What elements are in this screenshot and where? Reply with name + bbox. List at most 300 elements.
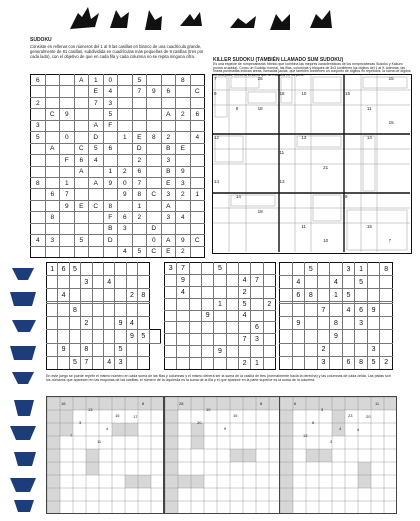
grid-cell[interactable] — [69, 276, 80, 289]
grid-cell[interactable]: 9 — [176, 235, 191, 246]
grid-cell[interactable] — [263, 346, 275, 358]
grid-cell[interactable]: 3 — [31, 120, 46, 131]
grid-cell[interactable] — [45, 177, 60, 188]
grid-cell[interactable]: C — [190, 86, 205, 97]
grid-cell[interactable] — [147, 177, 162, 188]
grid-cell[interactable] — [118, 120, 133, 131]
grid-cell[interactable] — [226, 298, 238, 310]
grid-cell[interactable] — [132, 109, 147, 120]
grid-cell[interactable]: 4 — [58, 289, 69, 302]
grid-cell[interactable] — [190, 75, 205, 86]
grid-cell[interactable]: 4 — [118, 246, 133, 257]
grid-cell[interactable] — [190, 97, 205, 108]
grid-cell[interactable]: 1 — [118, 132, 133, 143]
grid-cell[interactable] — [165, 274, 177, 286]
grid-cell[interactable]: 2 — [132, 212, 147, 223]
grid-cell[interactable] — [177, 298, 189, 310]
grid-cell[interactable] — [115, 289, 126, 302]
grid-cell[interactable] — [147, 200, 162, 211]
grid-cell[interactable] — [138, 317, 149, 330]
grid-cell[interactable] — [45, 120, 60, 131]
grid-cell[interactable] — [92, 317, 103, 330]
grid-cell[interactable] — [189, 286, 201, 298]
grid-cell[interactable] — [355, 343, 368, 356]
grid-cell[interactable] — [190, 200, 205, 211]
grid-cell[interactable]: 3 — [103, 97, 118, 108]
grid-cell[interactable] — [161, 223, 176, 234]
grid-cell[interactable]: D — [147, 223, 162, 234]
grid-cell[interactable] — [47, 276, 58, 289]
grid-cell[interactable] — [263, 263, 275, 275]
grid-cell[interactable]: C — [89, 200, 104, 211]
grid-cell[interactable] — [367, 317, 380, 330]
grid-cell[interactable]: 5 — [367, 356, 380, 369]
grid-cell[interactable]: 3 — [165, 263, 177, 275]
grid-cell[interactable] — [317, 276, 330, 289]
grid-cell[interactable]: A — [161, 109, 176, 120]
grid-cell[interactable]: 9 — [103, 177, 118, 188]
grid-cell[interactable] — [126, 263, 137, 276]
grid-cell[interactable] — [69, 289, 80, 302]
grid-cell[interactable] — [118, 155, 133, 166]
grid-cell[interactable] — [176, 97, 191, 108]
grid-cell[interactable]: 9 — [177, 274, 189, 286]
grid-cell[interactable] — [118, 75, 133, 86]
grid-cell[interactable]: 4 — [89, 155, 104, 166]
grid-cell[interactable] — [31, 143, 46, 154]
grid-cell[interactable] — [74, 177, 89, 188]
grid-cell[interactable] — [92, 276, 103, 289]
grid-cell[interactable] — [330, 304, 343, 317]
grid-cell[interactable]: 6 — [45, 189, 60, 200]
grid-cell[interactable] — [92, 330, 103, 343]
grid-cell[interactable] — [190, 212, 205, 223]
grid-cell[interactable]: E — [74, 200, 89, 211]
grid-cell[interactable] — [176, 120, 191, 131]
grid-cell[interactable]: E — [161, 246, 176, 257]
grid-cell[interactable] — [214, 322, 226, 334]
grid-cell[interactable]: 3 — [81, 276, 92, 289]
grid-cell[interactable] — [226, 358, 238, 370]
grid-cell[interactable]: 8 — [176, 75, 191, 86]
grid-cell[interactable]: 5 — [355, 276, 368, 289]
grid-cell[interactable]: 3 — [251, 334, 263, 346]
grid-cell[interactable]: 0 — [60, 132, 75, 143]
grid-cell[interactable] — [367, 289, 380, 302]
grid-cell[interactable]: 9 — [176, 166, 191, 177]
grid-cell[interactable] — [60, 86, 75, 97]
grid-cell[interactable] — [342, 276, 355, 289]
grid-cell[interactable]: 1 — [190, 189, 205, 200]
grid-cell[interactable] — [305, 276, 318, 289]
grid-cell[interactable] — [69, 330, 80, 343]
grid-cell[interactable] — [190, 177, 205, 188]
grid-cell[interactable] — [280, 276, 293, 289]
grid-cell[interactable]: 6 — [342, 356, 355, 369]
grid-cell[interactable] — [214, 286, 226, 298]
grid-cell[interactable] — [31, 109, 46, 120]
grid-cell[interactable]: A — [45, 143, 60, 154]
grid-cell[interactable]: E — [176, 143, 191, 154]
grid-cell[interactable] — [165, 286, 177, 298]
grid-cell[interactable]: B — [161, 143, 176, 154]
grid-cell[interactable] — [161, 75, 176, 86]
grid-cell[interactable]: 4 — [177, 286, 189, 298]
grid-cell[interactable]: 3 — [317, 356, 330, 369]
grid-cell[interactable]: 0 — [147, 235, 162, 246]
grid-cell[interactable] — [45, 155, 60, 166]
grid-cell[interactable]: 9 — [60, 200, 75, 211]
grid-cell[interactable] — [89, 166, 104, 177]
grid-cell[interactable] — [190, 166, 205, 177]
grid-cell[interactable] — [147, 212, 162, 223]
grid-cell[interactable] — [342, 317, 355, 330]
grid-cell[interactable] — [177, 346, 189, 358]
grid-cell[interactable]: 7 — [132, 86, 147, 97]
grid-cell[interactable] — [189, 274, 201, 286]
grid-cell[interactable] — [31, 246, 46, 257]
grid-cell[interactable]: 0 — [118, 177, 133, 188]
grid-cell[interactable] — [226, 286, 238, 298]
grid-cell[interactable] — [58, 356, 69, 369]
grid-cell[interactable] — [342, 330, 355, 343]
grid-cell[interactable] — [161, 120, 176, 131]
grid-cell[interactable] — [103, 289, 114, 302]
grid-cell[interactable]: 2 — [161, 132, 176, 143]
grid-cell[interactable] — [69, 317, 80, 330]
grid-cell[interactable] — [165, 298, 177, 310]
grid-cell[interactable] — [60, 166, 75, 177]
grid-cell[interactable] — [74, 132, 89, 143]
grid-cell[interactable] — [292, 356, 305, 369]
grid-cell[interactable]: 5 — [138, 330, 149, 343]
grid-cell[interactable] — [89, 109, 104, 120]
grid-cell[interactable] — [214, 334, 226, 346]
grid-cell[interactable] — [176, 223, 191, 234]
grid-cell[interactable] — [58, 317, 69, 330]
grid-cell[interactable] — [58, 304, 69, 317]
grid-cell[interactable] — [138, 356, 149, 369]
grid-cell[interactable] — [103, 317, 114, 330]
grid-cell[interactable] — [118, 97, 133, 108]
grid-cell[interactable] — [190, 223, 205, 234]
grid-cell[interactable]: 1 — [47, 263, 58, 276]
grid-cell[interactable]: 4 — [190, 132, 205, 143]
grid-cell[interactable] — [201, 322, 213, 334]
grid-cell[interactable] — [132, 120, 147, 131]
grid-cell[interactable] — [165, 334, 177, 346]
grid-cell[interactable] — [60, 246, 75, 257]
grid-cell[interactable] — [81, 304, 92, 317]
grid-cell[interactable]: 3 — [176, 177, 191, 188]
grid-cell[interactable] — [280, 263, 293, 276]
grid-cell[interactable] — [251, 346, 263, 358]
grid-cell[interactable] — [147, 166, 162, 177]
grid-cell[interactable]: 8 — [305, 289, 318, 302]
grid-cell[interactable]: 2 — [132, 155, 147, 166]
grid-cell[interactable] — [74, 120, 89, 131]
grid-cell[interactable]: 4 — [103, 356, 114, 369]
grid-cell[interactable] — [147, 155, 162, 166]
grid-cell[interactable]: 7 — [317, 304, 330, 317]
grid-cell[interactable] — [103, 343, 114, 356]
grid-cell[interactable] — [201, 286, 213, 298]
grid-cell[interactable] — [60, 75, 75, 86]
grid-cell[interactable] — [60, 223, 75, 234]
grid-cell[interactable]: 4 — [238, 274, 250, 286]
grid-cell[interactable]: B — [161, 166, 176, 177]
grid-cell[interactable] — [92, 356, 103, 369]
grid-cell[interactable] — [201, 298, 213, 310]
grid-cell[interactable] — [189, 334, 201, 346]
grid-cell[interactable] — [103, 304, 114, 317]
grid-cell[interactable] — [380, 343, 393, 356]
grid-cell[interactable] — [165, 358, 177, 370]
grid-cell[interactable]: C — [190, 235, 205, 246]
grid-cell[interactable] — [165, 310, 177, 322]
grid-cell[interactable]: 8 — [355, 356, 368, 369]
grid-cell[interactable]: 2 — [176, 109, 191, 120]
grid-cell[interactable]: 6 — [292, 289, 305, 302]
grid-cell[interactable]: 1 — [330, 289, 343, 302]
grid-cell[interactable] — [292, 304, 305, 317]
grid-cell[interactable] — [189, 263, 201, 275]
grid-cell[interactable] — [103, 189, 118, 200]
grid-cell[interactable] — [305, 343, 318, 356]
grid-cell[interactable] — [201, 358, 213, 370]
grid-cell[interactable]: 2 — [380, 356, 393, 369]
grid-cell[interactable] — [132, 97, 147, 108]
grid-cell[interactable] — [263, 334, 275, 346]
grid-cell[interactable] — [280, 330, 293, 343]
grid-cell[interactable]: 2 — [126, 289, 137, 302]
grid-cell[interactable] — [317, 317, 330, 330]
grid-cell[interactable] — [280, 304, 293, 317]
grid-cell[interactable] — [118, 235, 133, 246]
grid-cell[interactable]: 9 — [201, 310, 213, 322]
grid-cell[interactable]: 2 — [176, 189, 191, 200]
grid-cell[interactable]: 9 — [330, 330, 343, 343]
grid-cell[interactable]: 6 — [118, 212, 133, 223]
grid-cell[interactable] — [177, 310, 189, 322]
grid-cell[interactable]: 8 — [147, 132, 162, 143]
grid-cell[interactable] — [263, 322, 275, 334]
grid-cell[interactable]: 9 — [60, 109, 75, 120]
grid-cell[interactable] — [118, 86, 133, 97]
grid-cell[interactable]: 1 — [355, 263, 368, 276]
grid-cell[interactable]: 6 — [251, 322, 263, 334]
grid-cell[interactable] — [342, 343, 355, 356]
grid-cell[interactable] — [226, 334, 238, 346]
grid-cell[interactable]: 8 — [138, 289, 149, 302]
grid-cell[interactable]: 2 — [31, 97, 46, 108]
grid-cell[interactable]: 4 — [330, 276, 343, 289]
grid-cell[interactable] — [132, 235, 147, 246]
grid-cell[interactable] — [115, 276, 126, 289]
grid-cell[interactable] — [189, 346, 201, 358]
grid-cell[interactable] — [45, 223, 60, 234]
grid-cell[interactable] — [226, 310, 238, 322]
grid-cell[interactable]: 3 — [161, 189, 176, 200]
grid-cell[interactable] — [226, 322, 238, 334]
grid-cell[interactable]: 4 — [292, 276, 305, 289]
grid-cell[interactable] — [147, 109, 162, 120]
grid-cell[interactable]: 3 — [161, 212, 176, 223]
grid-cell[interactable] — [190, 246, 205, 257]
grid-cell[interactable]: B — [103, 223, 118, 234]
grid-cell[interactable]: 5 — [342, 289, 355, 302]
grid-cell[interactable] — [118, 200, 133, 211]
grid-cell[interactable]: C — [147, 246, 162, 257]
grid-cell[interactable] — [165, 322, 177, 334]
grid-cell[interactable] — [380, 330, 393, 343]
grid-cell[interactable] — [103, 263, 114, 276]
grid-cell[interactable]: 9 — [147, 86, 162, 97]
grid-cell[interactable]: 4 — [103, 276, 114, 289]
grid-cell[interactable]: A — [161, 200, 176, 211]
grid-cell[interactable] — [214, 310, 226, 322]
grid-cell[interactable]: 8 — [45, 212, 60, 223]
grid-cell[interactable] — [81, 289, 92, 302]
grid-cell[interactable] — [330, 263, 343, 276]
grid-cell[interactable] — [138, 343, 149, 356]
grid-cell[interactable]: 7 — [177, 263, 189, 275]
grid-cell[interactable]: 6 — [355, 304, 368, 317]
grid-cell[interactable] — [103, 246, 118, 257]
grid-cell[interactable] — [60, 120, 75, 131]
grid-cell[interactable]: 5 — [305, 263, 318, 276]
grid-cell[interactable]: F — [103, 120, 118, 131]
grid-cell[interactable]: 9 — [115, 317, 126, 330]
grid-cell[interactable]: 7 — [60, 189, 75, 200]
grid-cell[interactable]: 6 — [31, 75, 46, 86]
grid-cell[interactable] — [292, 330, 305, 343]
grid-cell[interactable]: 4 — [31, 235, 46, 246]
grid-cell[interactable]: E — [161, 177, 176, 188]
grid-cell[interactable] — [89, 246, 104, 257]
grid-cell[interactable]: 7 — [238, 334, 250, 346]
grid-cell[interactable] — [138, 304, 149, 317]
grid-cell[interactable]: 4 — [126, 317, 137, 330]
grid-cell[interactable] — [74, 189, 89, 200]
grid-cell[interactable]: 6 — [74, 155, 89, 166]
grid-cell[interactable] — [292, 343, 305, 356]
grid-cell[interactable]: 8 — [103, 200, 118, 211]
grid-cell[interactable] — [115, 304, 126, 317]
grid-cell[interactable] — [60, 143, 75, 154]
grid-cell[interactable]: 2 — [238, 286, 250, 298]
grid-cell[interactable] — [226, 346, 238, 358]
grid-cell[interactable] — [367, 263, 380, 276]
grid-cell[interactable] — [176, 86, 191, 97]
grid-cell[interactable] — [190, 155, 205, 166]
grid-cell[interactable] — [161, 97, 176, 108]
grid-cell[interactable]: 8 — [81, 343, 92, 356]
grid-cell[interactable] — [60, 235, 75, 246]
grid-cell[interactable] — [280, 289, 293, 302]
grid-cell[interactable] — [31, 189, 46, 200]
grid-cell[interactable] — [147, 97, 162, 108]
grid-cell[interactable] — [31, 200, 46, 211]
grid-cell[interactable] — [47, 289, 58, 302]
grid-cell[interactable]: 7 — [89, 97, 104, 108]
grid-cell[interactable]: 9 — [367, 304, 380, 317]
grid-cell[interactable] — [81, 330, 92, 343]
grid-cell[interactable] — [31, 86, 46, 97]
grid-cell[interactable] — [147, 143, 162, 154]
grid-cell[interactable] — [45, 97, 60, 108]
grid-cell[interactable]: 1 — [132, 200, 147, 211]
grid-cell[interactable] — [74, 246, 89, 257]
grid-cell[interactable]: D — [132, 143, 147, 154]
grid-cell[interactable] — [126, 276, 137, 289]
grid-cell[interactable]: C — [147, 189, 162, 200]
grid-cell[interactable]: 1 — [214, 298, 226, 310]
grid-cell[interactable]: 6 — [132, 166, 147, 177]
grid-cell[interactable] — [214, 358, 226, 370]
grid-cell[interactable] — [118, 143, 133, 154]
grid-cell[interactable] — [190, 143, 205, 154]
grid-cell[interactable]: 9 — [118, 189, 133, 200]
grid-cell[interactable] — [201, 274, 213, 286]
grid-cell[interactable] — [45, 200, 60, 211]
grid-cell[interactable] — [74, 97, 89, 108]
grid-cell[interactable] — [149, 330, 160, 343]
grid-cell[interactable]: 2 — [263, 298, 275, 310]
grid-cell[interactable] — [380, 317, 393, 330]
grid-cell[interactable] — [177, 358, 189, 370]
grid-cell[interactable]: 5 — [132, 246, 147, 257]
grid-cell[interactable] — [74, 212, 89, 223]
grid-cell[interactable]: 2 — [118, 166, 133, 177]
grid-cell[interactable] — [60, 97, 75, 108]
grid-cell[interactable] — [189, 358, 201, 370]
grid-cell[interactable] — [45, 86, 60, 97]
grid-cell[interactable] — [31, 155, 46, 166]
grid-cell[interactable]: 4 — [176, 212, 191, 223]
grid-cell[interactable] — [45, 166, 60, 177]
grid-cell[interactable] — [201, 334, 213, 346]
grid-cell[interactable] — [367, 276, 380, 289]
grid-cell[interactable] — [138, 276, 149, 289]
grid-cell[interactable] — [126, 356, 137, 369]
grid-cell[interactable] — [92, 343, 103, 356]
grid-cell[interactable] — [147, 75, 162, 86]
grid-cell[interactable] — [31, 166, 46, 177]
grid-cell[interactable] — [238, 263, 250, 275]
grid-cell[interactable] — [292, 263, 305, 276]
grid-cell[interactable]: 5 — [132, 75, 147, 86]
grid-cell[interactable] — [58, 276, 69, 289]
grid-cell[interactable] — [69, 343, 80, 356]
grid-cell[interactable]: 8 — [31, 177, 46, 188]
grid-cell[interactable]: 9 — [58, 343, 69, 356]
grid-cell[interactable]: 1 — [251, 358, 263, 370]
grid-cell[interactable] — [177, 322, 189, 334]
grid-cell[interactable] — [92, 263, 103, 276]
grid-cell[interactable]: 5 — [74, 235, 89, 246]
grid-cell[interactable]: 5 — [89, 143, 104, 154]
grid-cell[interactable]: 5 — [69, 356, 80, 369]
grid-cell[interactable] — [58, 330, 69, 343]
grid-cell[interactable] — [31, 223, 46, 234]
grid-cell[interactable]: 7 — [251, 274, 263, 286]
grid-cell[interactable] — [305, 330, 318, 343]
grid-cell[interactable] — [280, 317, 293, 330]
grid-cell[interactable]: 5 — [115, 343, 126, 356]
grid-cell[interactable]: 8 — [380, 263, 393, 276]
grid-cell[interactable]: E — [89, 86, 104, 97]
